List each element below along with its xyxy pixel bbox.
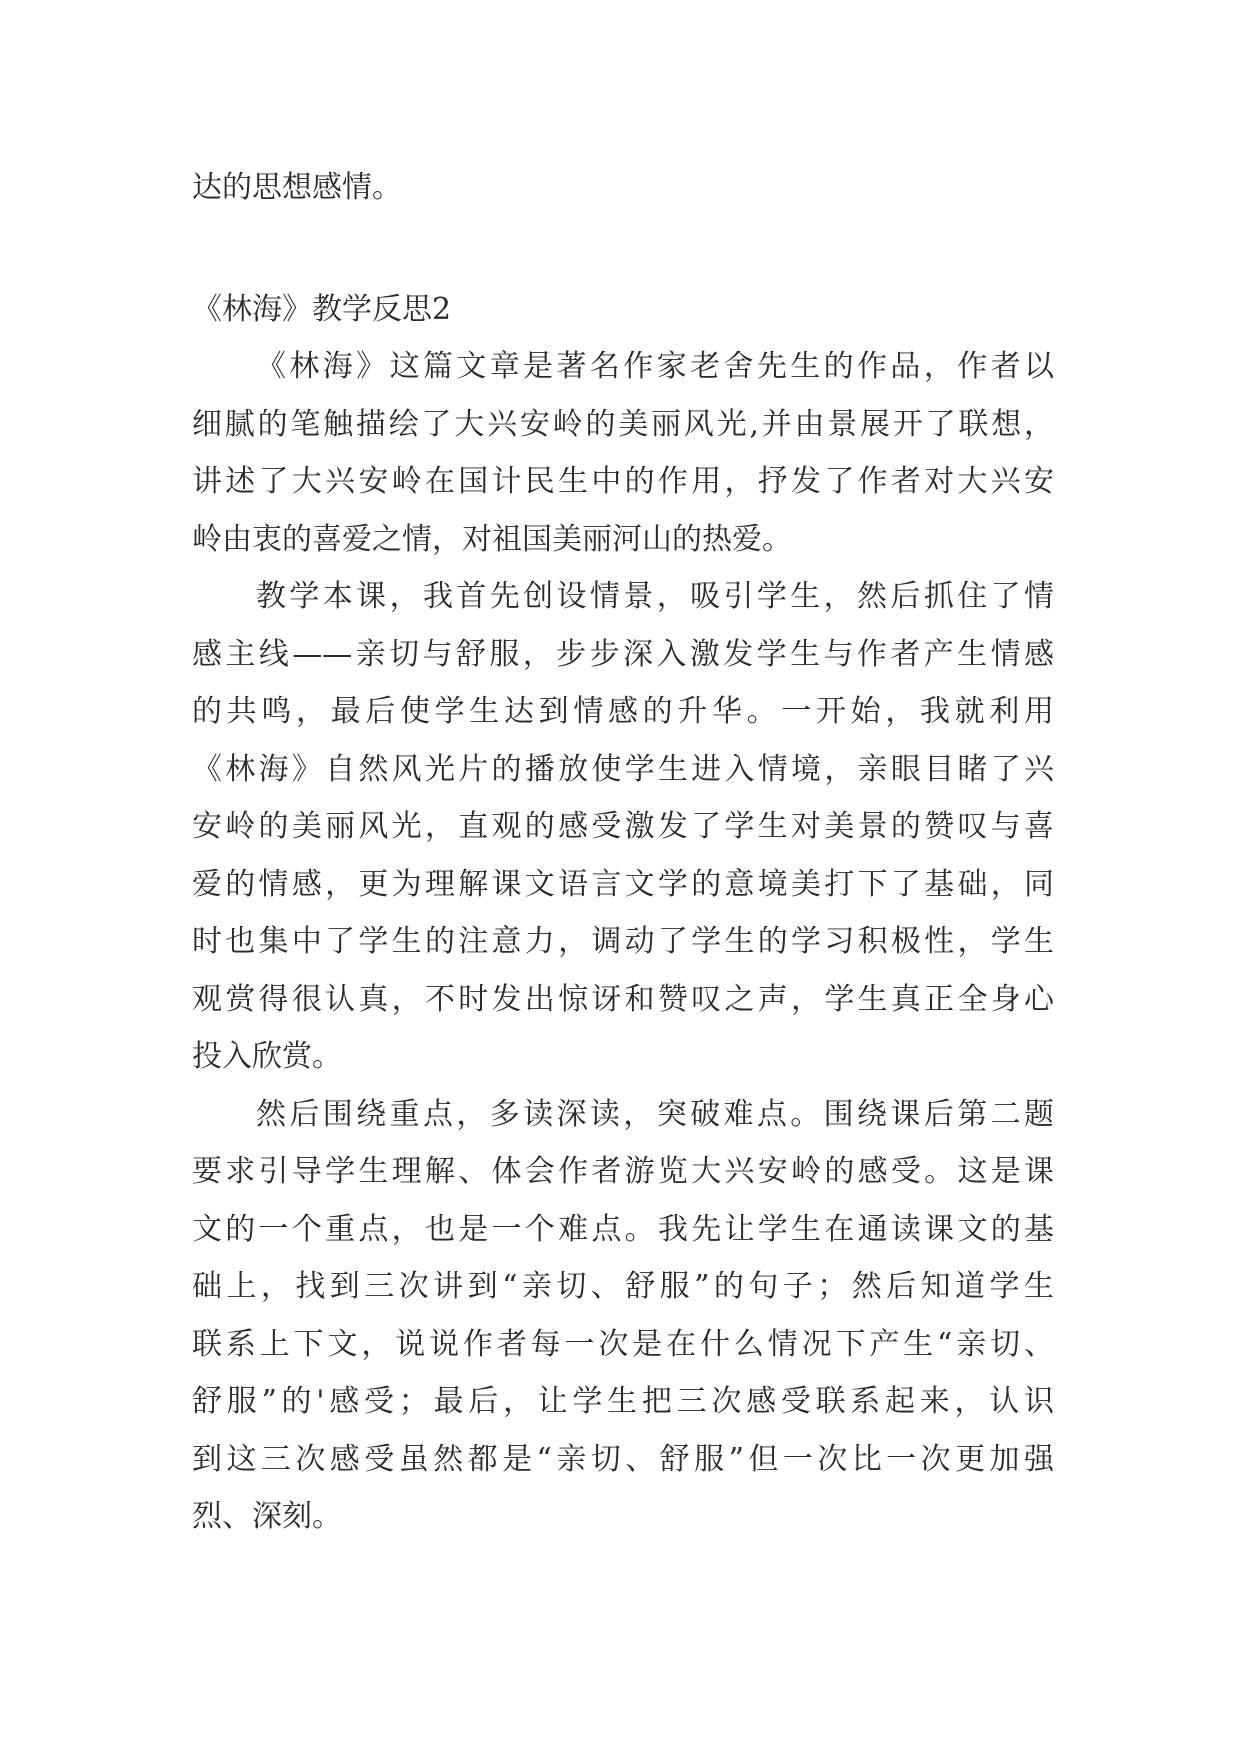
text-line: 岭由衷的喜爱之情，对祖国美丽河山的热爱。 (192, 521, 792, 557)
text-line: 达的思想感情。 (192, 170, 402, 205)
section-title-text: 《林海》教学反思2 (192, 292, 452, 327)
text-line: 舒服”的'感受；最后，让学生把三次感受联系起来，认识 (192, 1384, 1054, 1419)
text-line: 细腻的笔触描绘了大兴安岭的美丽风光,并由景展开了联想， (192, 406, 1054, 442)
paragraph-2 (192, 568, 1054, 1086)
text-line: 要求引导学生理解、体会作者游览大兴安岭的感受。这是课 (192, 1154, 1054, 1189)
text-line: 《林海》自然风光片的播放使学生进入情境，亲眼目睹了兴 (192, 751, 1054, 787)
text-line: 讲述了大兴安岭在国计民生中的作用，抒发了作者对大兴安 (192, 464, 1054, 499)
text-line: 到这三次感受虽然都是“亲切、舒服”但一次比一次更加强 (192, 1441, 1054, 1477)
previous-paragraph-tail (192, 159, 1054, 217)
text-line: 安岭的美丽风光，直观的感受激发了学生对美景的赞叹与喜 (192, 809, 1054, 844)
text-line: 文的一个重点，也是一个难点。我先让学生在通读课文的基 (192, 1211, 1054, 1247)
text-line: 础上，找到三次讲到“亲切、舒服”的句子；然后知道学生 (192, 1269, 1054, 1304)
text-line: 时也集中了学生的注意力，调动了学生的学习积极性，学生 (192, 924, 1054, 959)
paragraph-1 (192, 338, 1054, 568)
text-line: 《林海》这篇文章是著名作家老舍先生的作品，作者以 (256, 349, 1054, 384)
text-line: 观赏得很认真，不时发出惊讶和赞叹之声，学生真正全身心 (192, 981, 1054, 1017)
section-title (192, 281, 1054, 339)
text-line: 联系上下文，说说作者每一次是在什么情况下产生“亲切、 (192, 1326, 1054, 1362)
text-line: 教学本课，我首先创设情景，吸引学生，然后抓住了情 (256, 579, 1054, 614)
paragraph-3 (192, 1086, 1054, 1546)
text-line: 感主线——亲切与舒服，步步深入激发学生与作者产生情感 (192, 636, 1054, 672)
text-line: 爱的情感，更为理解课文语言文学的意境美打下了基础，同 (192, 866, 1054, 902)
body-text (192, 338, 1054, 1546)
text-line: 的共鸣，最后使学生达到情感的升华。一开始，我就利用 (192, 694, 1054, 729)
text-line: 投入欣赏。 (192, 1039, 342, 1074)
text-line: 然后围绕重点，多读深读，突破难点。围绕课后第二题 (256, 1096, 1054, 1132)
text-line: 烈、深刻。 (192, 1499, 342, 1534)
